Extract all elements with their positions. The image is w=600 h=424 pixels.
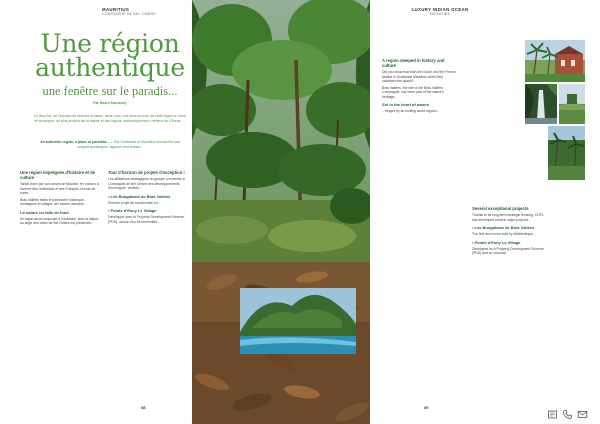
rcol2-subheading: • Pointe d'Esny Le Village <box>472 239 521 245</box>
col2-subheading: • Pointe d'Esny Le Village <box>108 208 157 214</box>
email-icon[interactable] <box>577 407 588 418</box>
landscape-photo <box>559 84 585 124</box>
col2-heading: Tour d'horizon de projets d'exception ! <box>108 170 185 175</box>
col2-paragraph: Développé avec la Property Development Scheme (PDS), autour d'un bel ensemble... <box>108 215 184 224</box>
rcol1-paragraph: Bras Vallées, the site of the Bras Vallées Compagnie, has been part of the island's heritage... <box>382 85 444 99</box>
lagoon-inset-photo <box>240 288 356 354</box>
phone-icon[interactable] <box>562 407 573 418</box>
document-icon[interactable] <box>547 407 558 418</box>
right-page-header <box>400 8 480 16</box>
intro-english-text: The Southeast of Mauritius reveals the last unspoilt landscapes, lagoons and forests... <box>76 140 180 149</box>
plantation-photo <box>548 126 585 180</box>
rcol2-subheading: • Les Bungalows de Bras Vallées <box>472 225 535 231</box>
rcol2-paragraph: Developed as a Property Development Scheme (PDS) and an unusual... <box>472 246 544 256</box>
article-title: Une région authentique <box>35 29 185 82</box>
rcol2-paragraph: The first new home built by Midthentique... <box>472 232 536 237</box>
right-column-1 <box>382 58 456 116</box>
rcol1-subheading: Set in the heart of nature <box>382 102 430 108</box>
col1-paragraph: Un lagon aussi turquoise à l'ordinaire, dont la nature au large des côtes de Bel Ombre est préservée... <box>20 216 99 226</box>
waterfall-photo <box>525 84 557 124</box>
page-number-right: 59 <box>424 405 429 410</box>
left-header-title: MAURITIUS <box>102 7 130 12</box>
right-header-subtitle: MAGAZINE <box>429 11 451 16</box>
rcol1-heading: A region steeped in history and culture <box>382 58 445 69</box>
palm-house-photo <box>525 40 585 82</box>
intro-english <box>34 140 186 150</box>
page-number-left: 58 <box>141 405 146 410</box>
col1-subheading: La nature un talle de fond <box>20 209 69 215</box>
col2-paragraph: Premier projet de construction en... <box>108 200 161 205</box>
byline: Par Bashi Karsaney <box>93 101 127 105</box>
left-header-subtitle: COMPAGNIE DE BEL OMBRE <box>102 11 156 16</box>
intro-english-lead: An authentic region, a place of paradise... – <box>40 140 113 144</box>
col2-subheading: • Les Bungalows de Bras Vallées <box>108 193 171 199</box>
rcol1-paragraph: Did you know that both the Dutch and the French landed in Southeast Mauritius when they colonised the island?... <box>382 70 456 84</box>
rcol1-paragraph: ...fringed by an inviting azure lagoon... <box>382 109 440 114</box>
col1-paragraph: Bras Vallées étaits le patrimoine historique, montagnes et villages de l'ancien domaine... <box>20 197 87 207</box>
col2-paragraph: Les affiliations stratégiques du groupe ont permis à Compagnie de Bel Ombre des développements d'envergure, visibles... <box>108 177 185 191</box>
intro-french: Le Sud-Est, de l'époque de Maurice le tabac, leurs vues, une terre au sud, de cette région à chérir et remarquer, au plus profond de la nature et des lagons, authentiquement, remerci de l'Océan, ... <box>34 114 186 123</box>
left-column-2 <box>108 170 190 226</box>
right-header-title: LUXURY INDIAN OCEAN <box>411 7 469 12</box>
lagoon-and-leaves-photo <box>192 262 370 424</box>
col1-heading: Une région imprégnée d'histoire et de culture <box>20 170 95 181</box>
left-page-header <box>102 8 182 16</box>
rcol2-heading: Several exceptional projects <box>472 206 529 211</box>
right-column-2 <box>472 206 548 258</box>
col1-paragraph: Tantôt tracé par voix anses de Maurice, fer camion à l'arrière des Hollandais et des Français à fonds de sucre... <box>20 182 99 196</box>
forest-photo <box>192 0 370 266</box>
footer-icons <box>547 407 588 418</box>
rcol2-paragraph: Thanks to its long-term strategic thinking, CDPL has developed several major projects... <box>472 213 544 222</box>
article-subtitle: une fenêtre sur le paradis... <box>42 84 178 98</box>
left-column-1 <box>20 170 102 228</box>
